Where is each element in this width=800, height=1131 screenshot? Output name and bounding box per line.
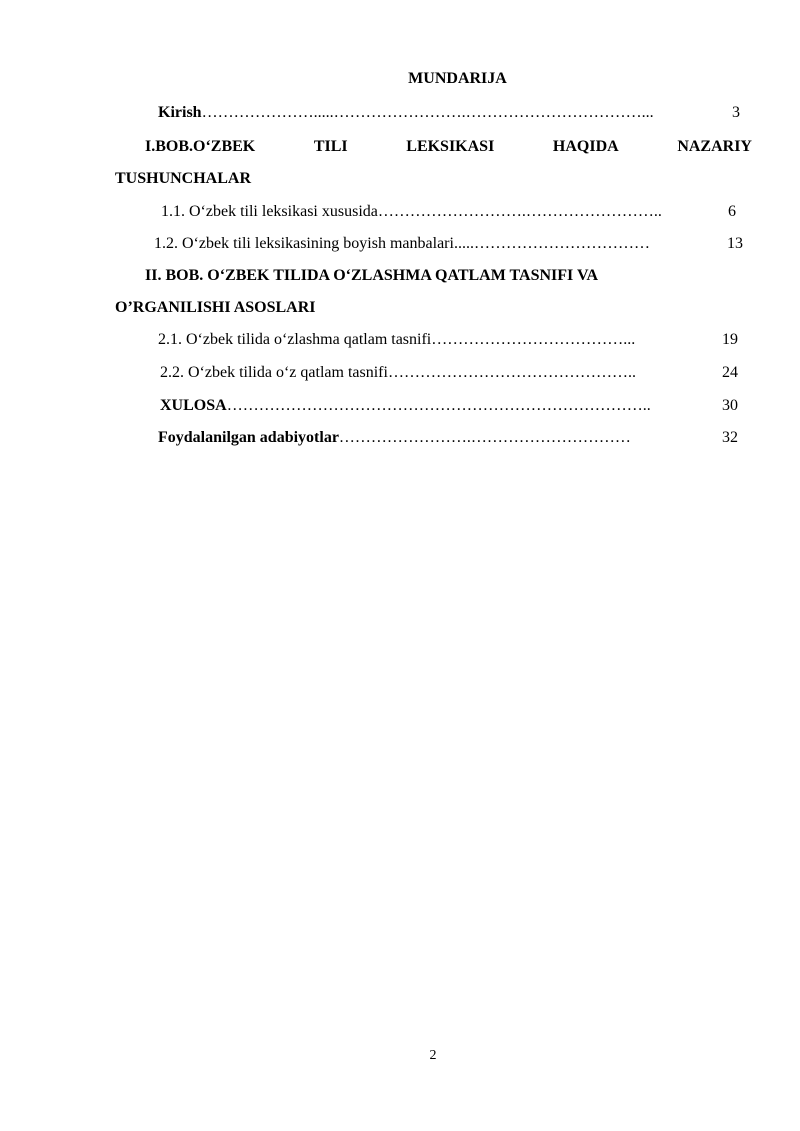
chapter-1-heading-continuation: TUSHUNCHALAR [115,170,252,187]
toc-entry-section-2-1[interactable] [158,329,738,351]
toc-dot-leader: ……………………………………….. [387,364,636,381]
toc-entry-introduction[interactable] [158,102,740,124]
toc-dot-leader: ………………………………... [431,331,636,348]
toc-entry-label: XULOSA [160,397,227,414]
toc-entry-label: 2.2. O‘zbek tilida o‘z qatlam tasnifi [160,364,388,381]
toc-entry-label: Kirish [158,104,202,121]
toc-dot-leader: ………………….....…………………….……………………………... [201,104,654,121]
toc-page-number: 19 [720,329,738,351]
chapter-2-heading[interactable]: II. BOB. O‘ZBEK TILIDA O‘ZLASHMA QATLAM TASNIFI VA [145,267,598,284]
toc-entry-label: 2.1. O‘zbek tilida o‘zlashma qatlam tasnifi [158,331,432,348]
toc-entry-section-1-2[interactable] [154,233,743,255]
toc-entry-section-2-2[interactable] [160,362,738,384]
toc-entry-label: 1.2. O‘zbek tili leksikasining boyish manbalari [154,235,454,252]
chapter-2-heading-continuation: O’RGANILISHI ASOSLARI [115,299,316,316]
chapter-1-word: LEKSIKASI [406,138,495,155]
chapter-1-heading[interactable] [145,136,752,158]
toc-dot-leader: …………………….………………………… [338,429,631,446]
toc-entry-section-1-1[interactable] [161,201,736,223]
toc-entry-label: Foydalanilgan adabiyotlar [158,429,339,446]
toc-page-number: 6 [726,201,736,223]
toc-title: MUNDARIJA [408,70,507,87]
toc-page-number: 32 [720,427,738,449]
chapter-1-word: HAQIDA [552,138,619,155]
toc-page-number: 24 [720,362,738,384]
toc-entry-references[interactable] [158,427,738,449]
chapter-1-word: NAZARIY [677,138,752,155]
toc-entry-conclusion[interactable] [160,395,738,417]
toc-dot-leader: .....…………………………… [453,235,650,252]
page-number: 2 [429,1048,437,1063]
toc-page-number: 13 [725,233,743,255]
toc-page-number: 30 [720,395,738,417]
chapter-1-word: TILI [313,138,348,155]
toc-dot-leader: ……………………….…………………….. [377,203,662,220]
chapter-1-word: I.BOB.O‘ZBEK [145,138,256,155]
toc-entry-label: 1.1. O‘zbek tili leksikasi xususida [161,203,378,220]
toc-page-number: 3 [730,102,740,124]
toc-dot-leader: …………………………………………………………………….. [226,397,651,414]
